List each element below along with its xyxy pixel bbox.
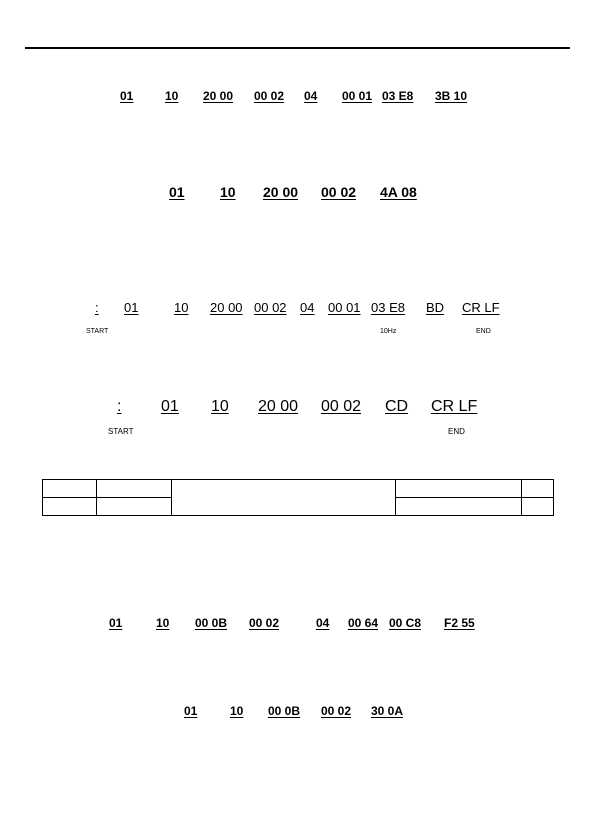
- hex-byte: 00 C8: [389, 616, 422, 630]
- hex-byte: 00 02: [321, 704, 352, 718]
- hex-byte: 00 0B: [268, 704, 301, 718]
- hex-byte: 3B 10: [435, 89, 468, 103]
- table-cell: [43, 498, 97, 516]
- hex-byte: 10: [156, 616, 170, 630]
- hex-byte: 01: [184, 704, 198, 718]
- hex-byte: 10: [220, 184, 236, 200]
- table-cell: [522, 498, 554, 516]
- table-cell: [522, 480, 554, 498]
- hex-byte: 03 E8: [371, 300, 405, 315]
- hex-byte: 01: [124, 300, 139, 315]
- hex-byte: CD: [385, 398, 409, 415]
- hex-byte: 04: [300, 300, 315, 315]
- hex-byte: 10: [211, 398, 229, 415]
- hex-byte: 20 00: [258, 398, 299, 415]
- hex-byte: BD: [426, 300, 445, 315]
- hex-byte: 10: [230, 704, 244, 718]
- end-label: END: [476, 328, 491, 335]
- table-cell: [43, 480, 97, 498]
- hex-byte: 01: [120, 89, 134, 103]
- hex-byte: 01: [169, 184, 185, 200]
- hex-byte: 00 64: [348, 616, 379, 630]
- hex-byte: 4A 08: [380, 184, 417, 200]
- hex-byte: CR LF: [431, 398, 478, 415]
- hex-byte: 30 0A: [371, 704, 404, 718]
- hex-byte: 00 02: [321, 398, 362, 415]
- hex-byte: F2 55: [444, 616, 475, 630]
- hex-byte: 20 00: [210, 300, 243, 315]
- hex-byte: 03 E8: [382, 89, 414, 103]
- hex-byte: 04: [304, 89, 318, 103]
- start-label: START: [108, 427, 134, 436]
- hex-byte: 10: [165, 89, 179, 103]
- hex-byte: 20 00: [203, 89, 234, 103]
- table-cell: [396, 480, 522, 498]
- table-cell: [396, 498, 522, 516]
- table-cell: [172, 480, 396, 516]
- end-label: END: [448, 427, 465, 436]
- frequency-label: 10Hz: [380, 328, 397, 335]
- hex-byte: 00 02: [249, 616, 280, 630]
- frame-table: [42, 479, 554, 516]
- hex-byte: 00 0B: [195, 616, 228, 630]
- hex-byte: CR LF: [462, 300, 500, 315]
- hex-byte: 00 02: [254, 89, 285, 103]
- hex-byte: 20 00: [263, 184, 299, 200]
- hex-byte: 01: [161, 398, 179, 415]
- table-cell: [97, 480, 172, 498]
- hex-byte: 04: [316, 616, 330, 630]
- hex-byte: 00 02: [321, 184, 357, 200]
- hex-byte: 00 02: [254, 300, 287, 315]
- table-cell: [97, 498, 172, 516]
- hex-byte: 00 01: [342, 89, 373, 103]
- hex-byte: 10: [174, 300, 189, 315]
- start-label: START: [86, 328, 109, 335]
- hex-byte: :: [117, 398, 122, 415]
- hex-byte: :: [95, 300, 99, 315]
- hex-byte: 00 01: [328, 300, 361, 315]
- header-rule: [25, 47, 570, 49]
- hex-byte: 01: [109, 616, 123, 630]
